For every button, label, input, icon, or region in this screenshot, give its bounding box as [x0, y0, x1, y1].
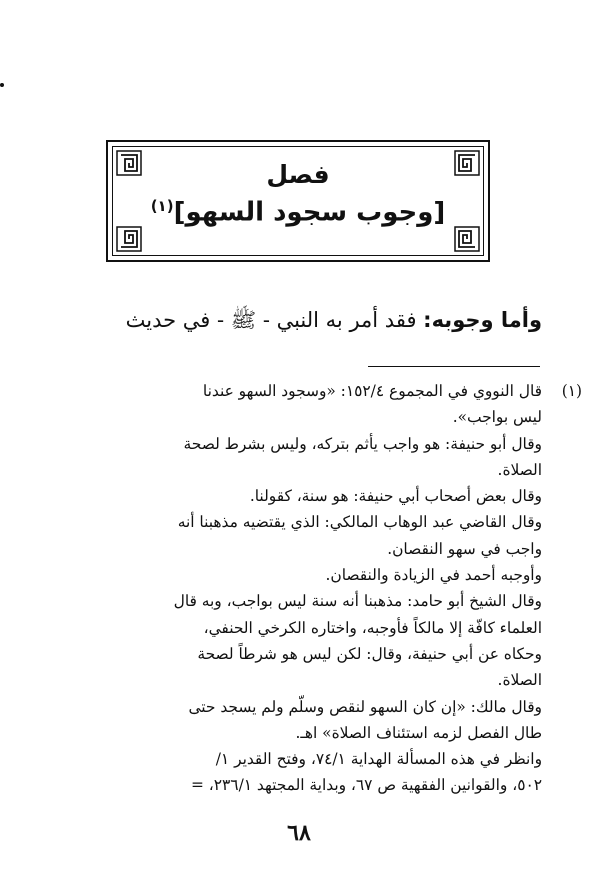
footnote-reference: (١): [150, 197, 174, 215]
footnote-line: واجب في سهو النقصان.: [387, 539, 542, 558]
section-title-text: [وجوب سجود السهو]: [173, 197, 446, 228]
footnote-line: وقال الشيخ أبو حامد: مذهبنا أنه سنة ليس بواجب، وبه قال: [173, 592, 542, 611]
footnote-line: ٥٠٢، والقوانين الفقهية ص ٦٧، وبداية المجتهد ٢٣٦/١، =: [191, 776, 542, 795]
section-heading: فصل: [266, 160, 330, 189]
footnote-line: قال النووي في المجموع ١٥٢/٤: «وسجود السهو عندنا: [202, 382, 542, 400]
corner-ornament-icon: [454, 226, 480, 252]
footnote-line: وقال أبو حنيفة: هو واجب يأثم بتركه، وليس بشرط لصحة: [183, 434, 542, 453]
title-frame: [106, 140, 490, 262]
page-number: ٦٨: [287, 820, 311, 846]
section-title: [108, 197, 488, 228]
footnote-line: وانظر في هذه المسألة الهداية ٧٤/١، وفتح القدير ١/: [215, 750, 542, 769]
footnote-line: الصلاة.: [497, 671, 542, 690]
footnote-line: ليس بواجب».: [452, 408, 542, 427]
footnote-line: وأوجبه أحمد في الزيادة والنقصان.: [325, 566, 542, 585]
footnote: [62, 378, 582, 799]
edge-mark: [0, 83, 4, 87]
footnote-line: العلماء كافّة إلا مالكاً فأوجبه، واختاره الكرخي الحنفي،: [203, 618, 542, 637]
footnote-separator: [368, 366, 540, 367]
body-text-bold: وأما وجوبه:: [423, 308, 542, 332]
footnote-line: وقال القاضي عبد الوهاب المالكي: الذي يقتضيه مذهبنا أنه: [177, 513, 542, 532]
footnote-line: الصلاة.: [497, 460, 542, 479]
body-text: [42, 304, 542, 336]
footnote-line: وحكاه عن أبي حنيفة، وقال: لكن ليس هو شرطاً لصحة: [197, 644, 542, 663]
footnote-line: طال الفصل لزمه استئناف الصلاة» اهـ.: [295, 723, 542, 742]
corner-ornament-icon: [116, 226, 142, 252]
body-text-rest: فقد أمر به النبي - ﷺ - في حديث: [125, 308, 424, 332]
footnote-line: وقال بعض أصحاب أبي حنيفة: هو سنة، كقولنا.: [249, 487, 542, 506]
footnote-line: وقال مالك: «إن كان السهو لنقص وسلّم ولم يسجد حتى: [188, 697, 542, 716]
footnote-number: (١): [561, 382, 582, 400]
